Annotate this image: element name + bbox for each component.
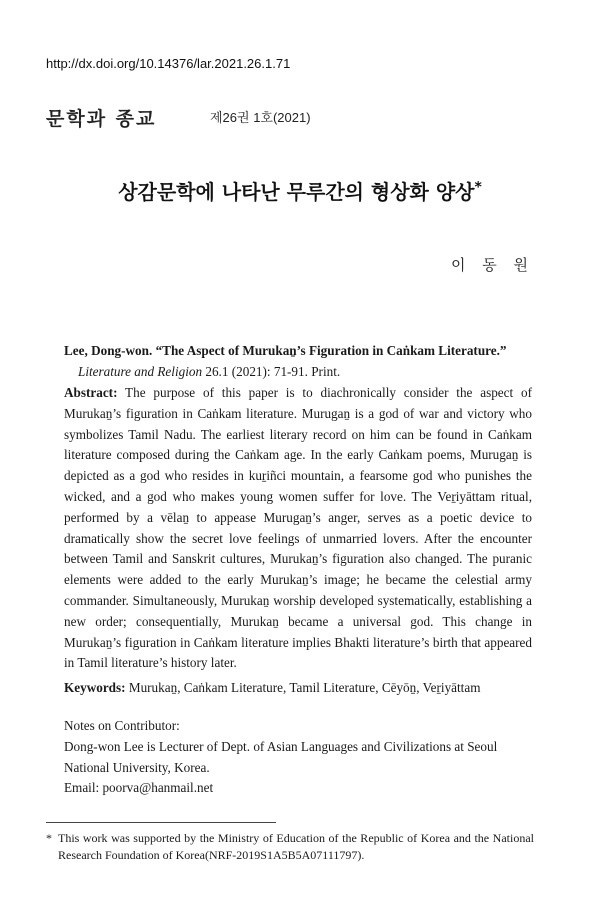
contributor-notes — [64, 716, 532, 799]
footnote — [46, 830, 534, 864]
contributor-line-2: National University, Korea. — [64, 759, 210, 775]
journal-logo: 문학과 종교 — [46, 108, 157, 130]
footnote-divider — [46, 822, 276, 823]
abstract-label: Abstract: — [64, 385, 118, 400]
citation-main: Lee, Dong-won. “The Aspect of Murukaṉ’s Figuration in Caṅkam Literature.” — [64, 343, 507, 358]
footnote-text: This work was supported by the Ministry of Education of the Republic of Korea and the National Research Foundation of Korea(NRF-2019S1A5B5A07111797). — [58, 831, 534, 862]
doi-link[interactable]: http://dx.doi.org/10.14376/lar.2021.26.1.71 — [46, 56, 291, 71]
article-title-text: 상감문학에 나타난 무루간의 형상화 양상 — [118, 180, 475, 204]
abstract — [64, 383, 532, 674]
keywords-label: Keywords: — [64, 680, 126, 695]
author-name: 이 동 원 — [450, 256, 534, 274]
keywords — [64, 678, 532, 699]
citation-details: 26.1 (2021): 71-91. Print. — [202, 363, 341, 379]
citation — [64, 341, 532, 383]
volume-info: 제26권 1호(2021) — [210, 110, 311, 125]
keywords-text: Murukaṉ, Caṅkam Literature, Tamil Literature, Cēyōṉ, Veṟiyāttam — [125, 680, 481, 695]
journal-header — [46, 104, 346, 128]
citation-source — [64, 362, 532, 383]
contributor-line-1: Dong-won Lee is Lecturer of Dept. of Asian Languages and Civilizations at Seoul — [64, 738, 498, 754]
article-title — [0, 176, 600, 205]
contributor-heading: Notes on Contributor: — [64, 718, 180, 733]
abstract-text: The purpose of this paper is to diachronically consider the aspect of Murukaṉ’s figuration in Caṅkam literature. Muruga‌ṉ is a god of war and victory who symbolizes Tamil Nadu. The earliest literary record on him can be found in Caṅkam literature composed during the Caṅkam age. In the early Caṅkam poems, Muruga‌ṉ is depicted as a god who resides in kuṟiñci mountain, a fearsome god who punishes the wicked, and a god who makes young women suffer for love. The Veṟiyāttam ritual, performed by a vēlaṉ to appease Murugaṉ’s anger, serves as a poetic device to dramatically show the secret love feelings of unmarried lovers. After the encounter between Tamil and Sanskrit cultures, Murukaṉ’s figuration also changed. The puranic elements were added to the early Murukaṉ’s image; he became the celestial army commander. Simultaneously, Murukaṉ worship developed systematically, establishing a new order; consequentially, Murukaṉ became a universal god. This change in Murukaṉ’s figuration in Caṅkam literature implies Bhakti literature’s birth that appeared in Tamil literature’s history later. — [64, 385, 532, 671]
contributor-email[interactable]: Email: poorva@hanmail.net — [64, 780, 214, 796]
citation-journal: Literature and Religion — [78, 363, 203, 379]
title-footnote-mark: * — [474, 179, 482, 196]
footnote-mark: * — [46, 831, 52, 845]
